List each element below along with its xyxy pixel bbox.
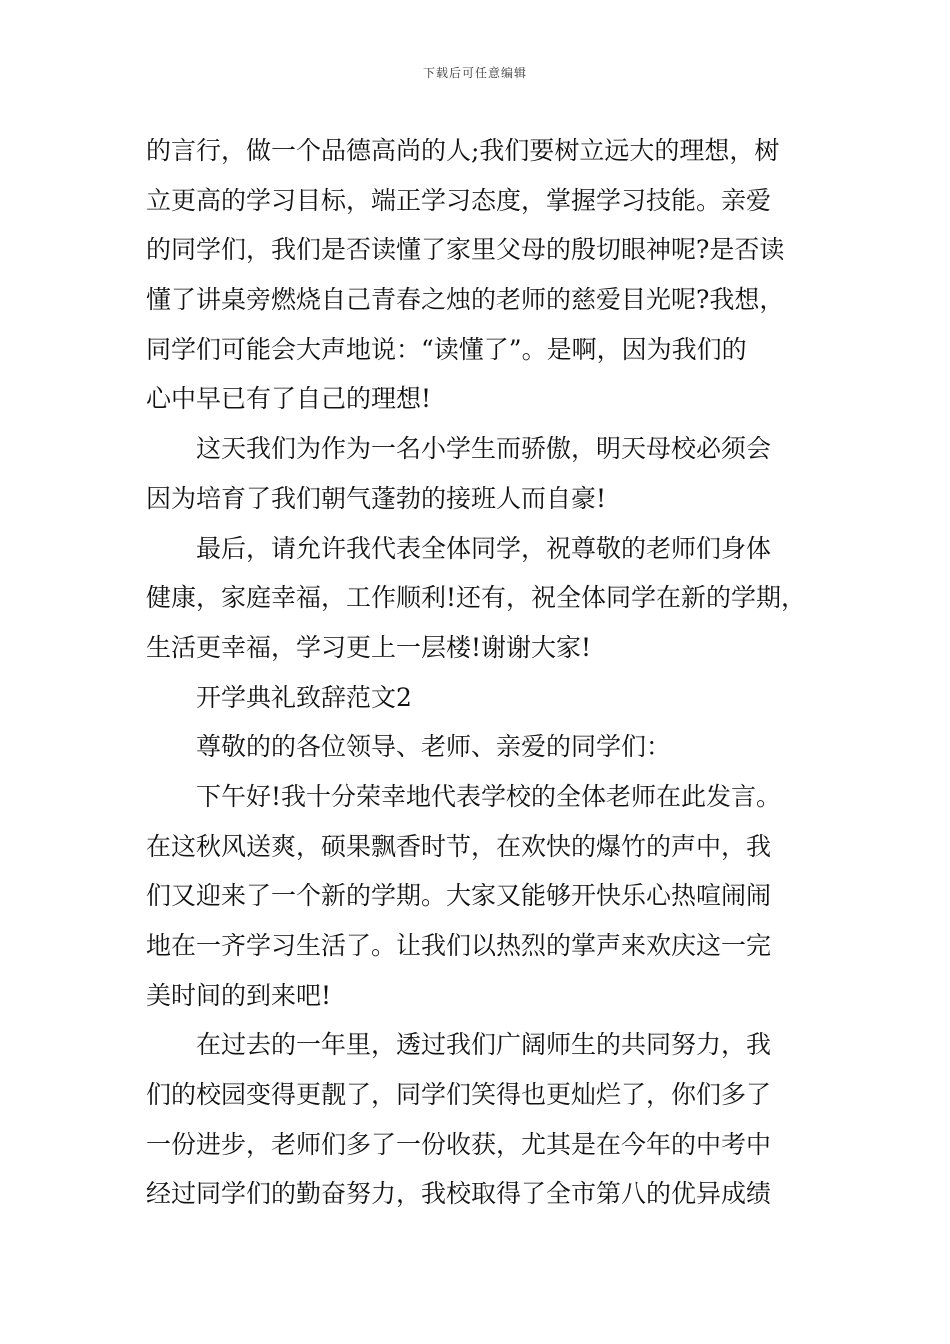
page-header: 下载后可任意编辑 — [422, 66, 527, 80]
text-line-7: 这天我们为作为一名小学生而骄傲，明天母校必须会 — [196, 434, 772, 464]
text-line-11: 生活更幸福，学习更上一层楼!谢谢大家! — [146, 632, 592, 662]
text-line-14: 下午好!我十分荣幸地代表学校的全体老师在此发言。 — [196, 781, 782, 811]
text-line-15: 在这秋风送爽，硕果飘香时节，在欢快的爆竹的声中，我 — [146, 831, 772, 861]
salutation: 尊敬的的各位领导、老师、亲爱的同学们： — [196, 732, 672, 762]
text-line-9: 最后，请允许我代表全体同学，祝尊敬的老师们身体 — [196, 533, 772, 563]
text-line-6: 心中早已有了自己的理想! — [146, 384, 432, 414]
text-line-8: 因为培育了我们朝气蓬勃的接班人而自豪! — [146, 483, 607, 513]
text-line-3: 的同学们，我们是否读懂了家里父母的殷切眼神呢?是否读 — [146, 235, 785, 265]
text-line-21: 一份进步，老师们多了一份收获，尤其是在今年的中考中 — [146, 1129, 772, 1159]
text-line-4: 懂了讲桌旁燃烧自己青春之烛的老师的慈爱目光呢?我想， — [146, 285, 785, 315]
text-line-16: 们又迎来了一个新的学期。大家又能够开快乐心热喧闹闹 — [146, 881, 772, 911]
text-line-1: 的言行，做一个品德高尚的人;我们要树立远大的理想，树 — [146, 136, 780, 165]
section-heading: 开学典礼致辞范文2 — [196, 682, 412, 712]
text-line-22: 经过同学们的勤奋努力，我校取得了全市第八的优异成绩 — [146, 1179, 772, 1209]
text-line-20: 们的校园变得更靓了，同学们笑得也更灿烂了，你们多了 — [146, 1080, 772, 1110]
text-line-19: 在过去的一年里，透过我们广阔师生的共同努力，我 — [196, 1030, 772, 1060]
text-line-10: 健康，家庭幸福，工作顺利!还有，祝全体同学在新的学期， — [146, 583, 807, 613]
text-line-17: 地在一齐学习生活了。让我们以热烈的掌声来欢庆这一完 — [146, 931, 772, 960]
document-body — [146, 126, 818, 1219]
text-line-5: 同学们可能会大声地说：“读懂了”。是啊，因为我们的 — [146, 334, 747, 364]
text-line-18: 美时间的到来吧! — [146, 980, 332, 1010]
text-line-2: 立更高的学习目标，端正学习态度，掌握学习技能。亲爱 — [146, 185, 772, 215]
